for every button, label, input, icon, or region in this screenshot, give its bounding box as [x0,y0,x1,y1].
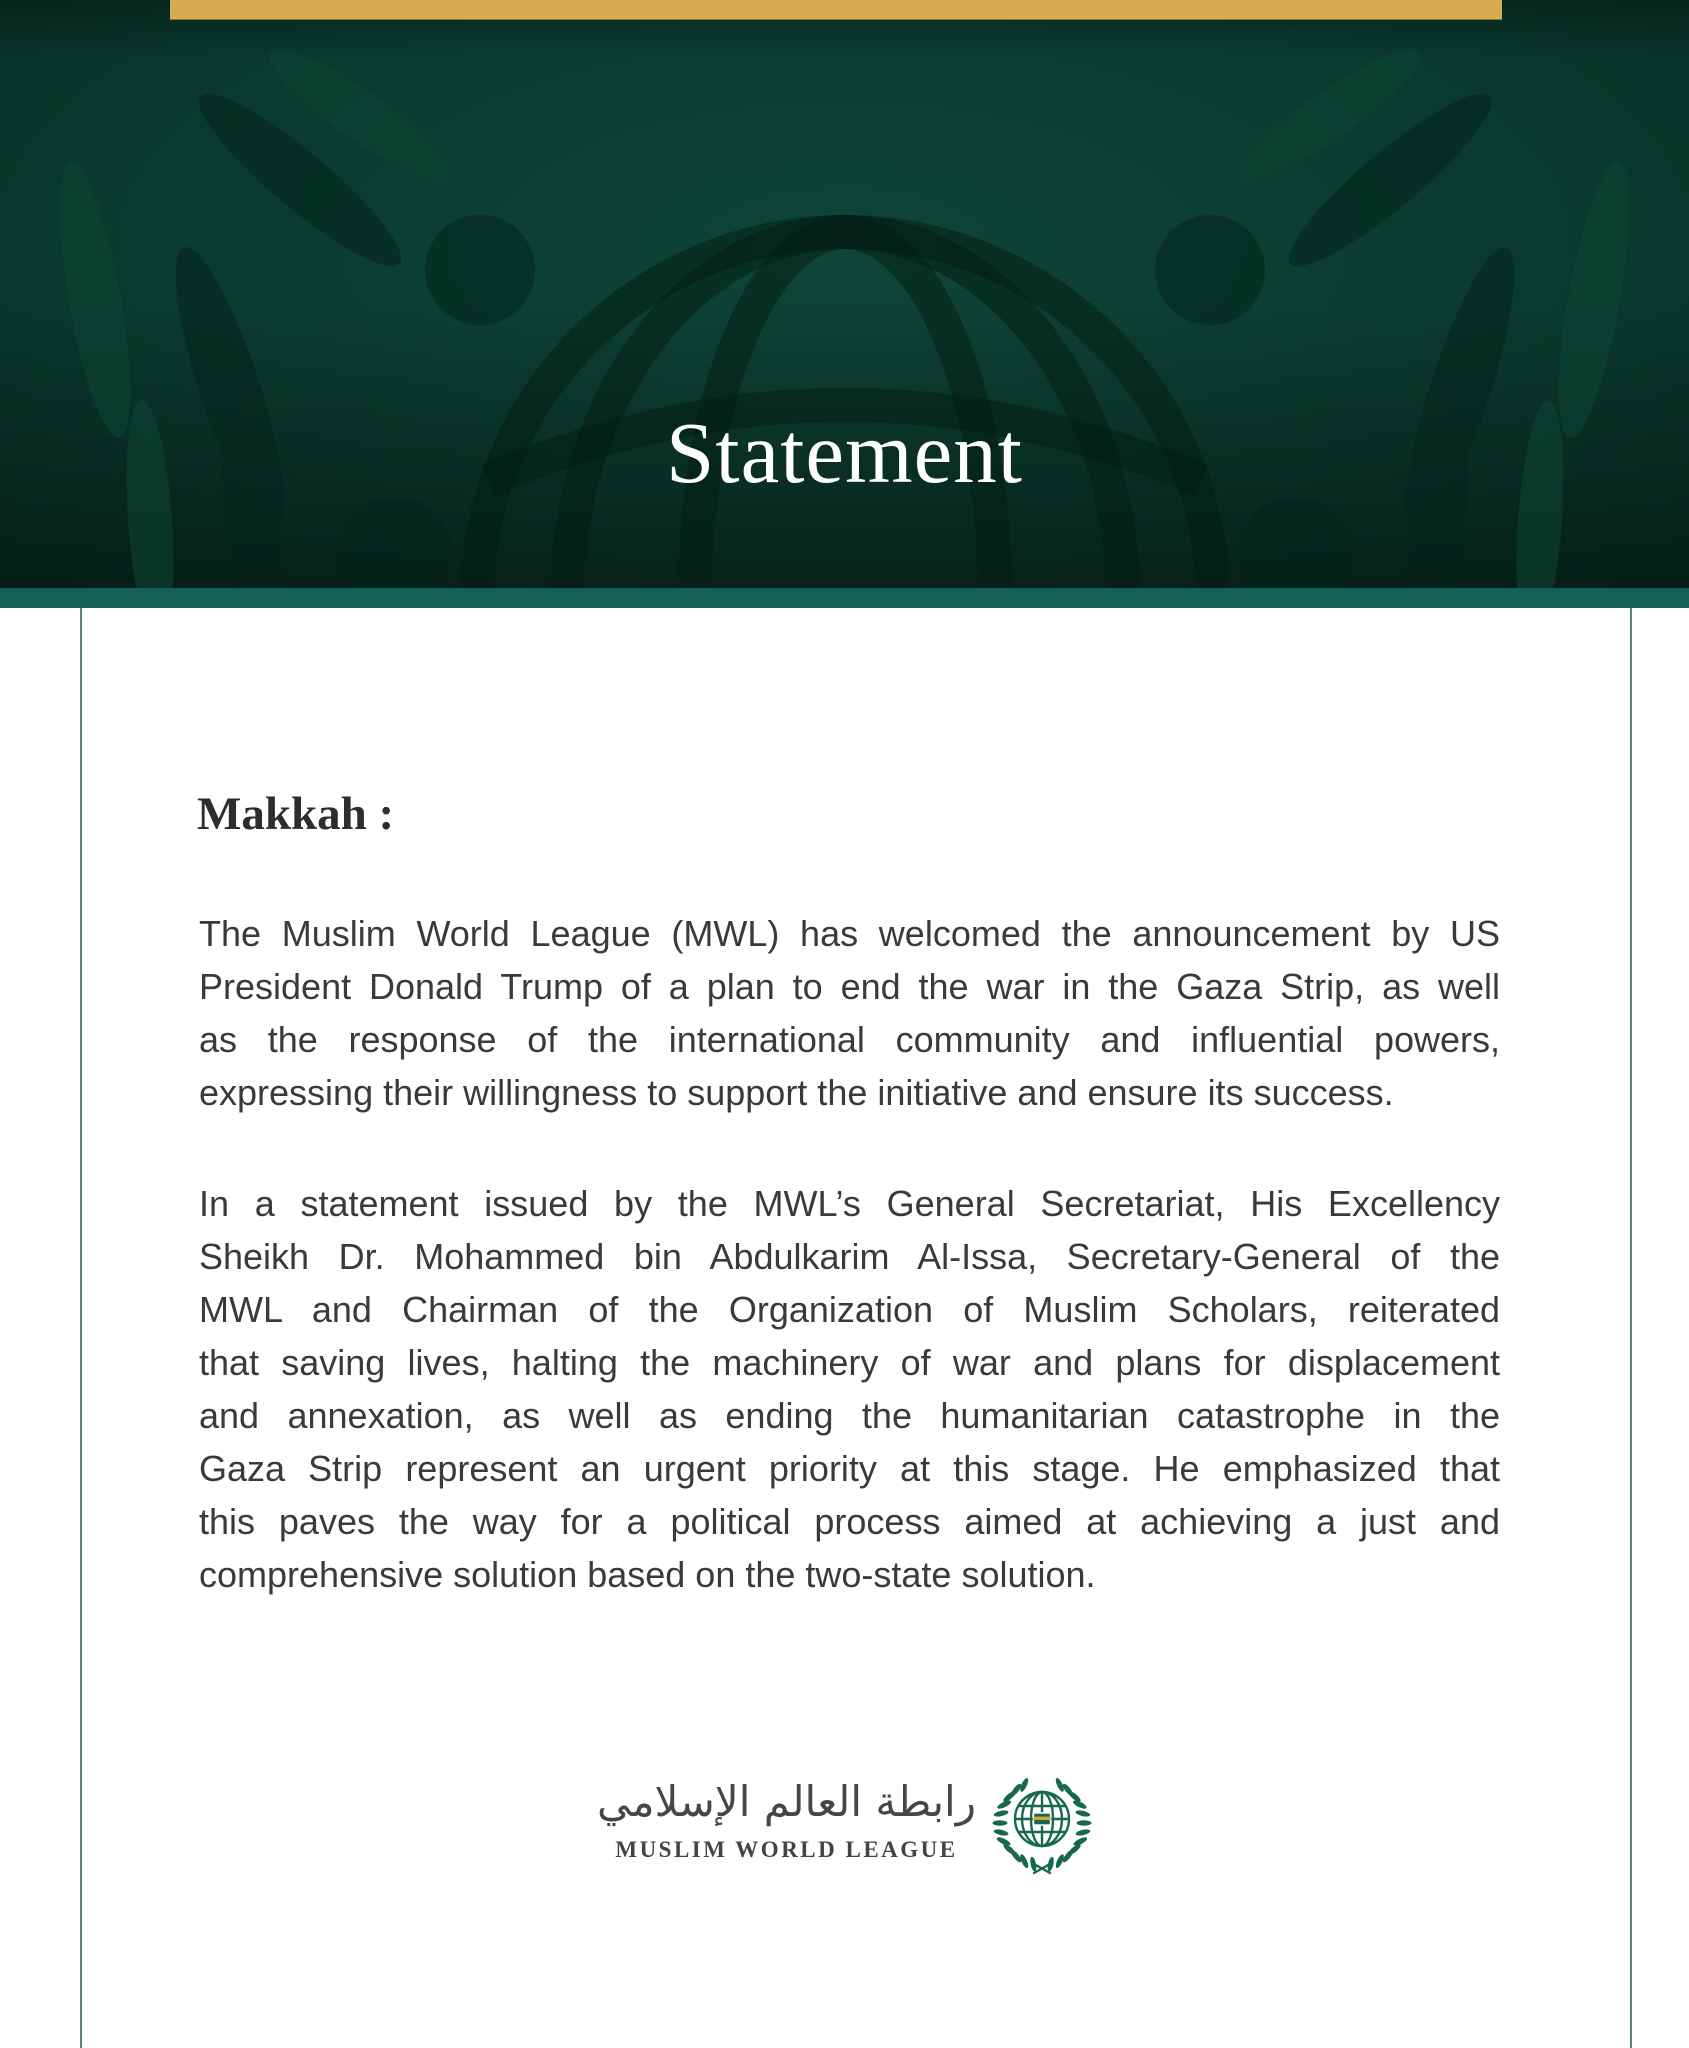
text-line: Gaza Strip represent an urgent priority at this stage. He emphasized that [199,1448,1500,1489]
mwl-logo-wordmark [597,1772,976,1863]
text-line: The Muslim World League (MWL) has welcomed the announcement by US [199,913,1500,954]
text-line: comprehensive solution based on the two-state solution. [199,1554,1096,1595]
dateline-heading: Makkah : [197,788,395,840]
text-line: this paves the way for a political process aimed at achieving a just and [199,1501,1500,1542]
statement-text [199,907,1500,1601]
text-line: President Donald Trump of a plan to end the war in the Gaza Strip, as well [199,966,1500,1007]
document-body [0,608,1689,2048]
text-line: and annexation, as well as ending the humanitarian catastrophe in the [199,1395,1500,1436]
paragraph-1 [199,907,1500,1119]
text-line: as the response of the international community and influential powers, [199,1019,1500,1060]
text-line: that saving lives, halting the machinery of war and plans for displacement [199,1342,1500,1383]
document-title: Statement [666,404,1023,501]
globe-laurel-wreath-emblem-icon [992,1772,1092,1880]
text-line: MWL and Chairman of the Organization of Muslim Scholars, reiterated [199,1289,1500,1330]
text-line: Sheikh Dr. Mohammed bin Abdulkarim Al-Issa, Secretary-General of the [199,1236,1500,1277]
document-header [0,0,1689,588]
text-line: expressing their willingness to support the initiative and ensure its success. [199,1072,1394,1113]
paragraph-2 [199,1177,1500,1601]
text-line: In a statement issued by the MWL’s General Secretariat, His Excellency [199,1183,1500,1224]
teal-divider-band [0,588,1689,608]
mwl-english-name: MUSLIM WORLD LEAGUE [615,1836,958,1862]
mwl-logo [0,1772,1689,1880]
mwl-arabic-name: رابطة العالم الإسلامي [597,1777,976,1826]
